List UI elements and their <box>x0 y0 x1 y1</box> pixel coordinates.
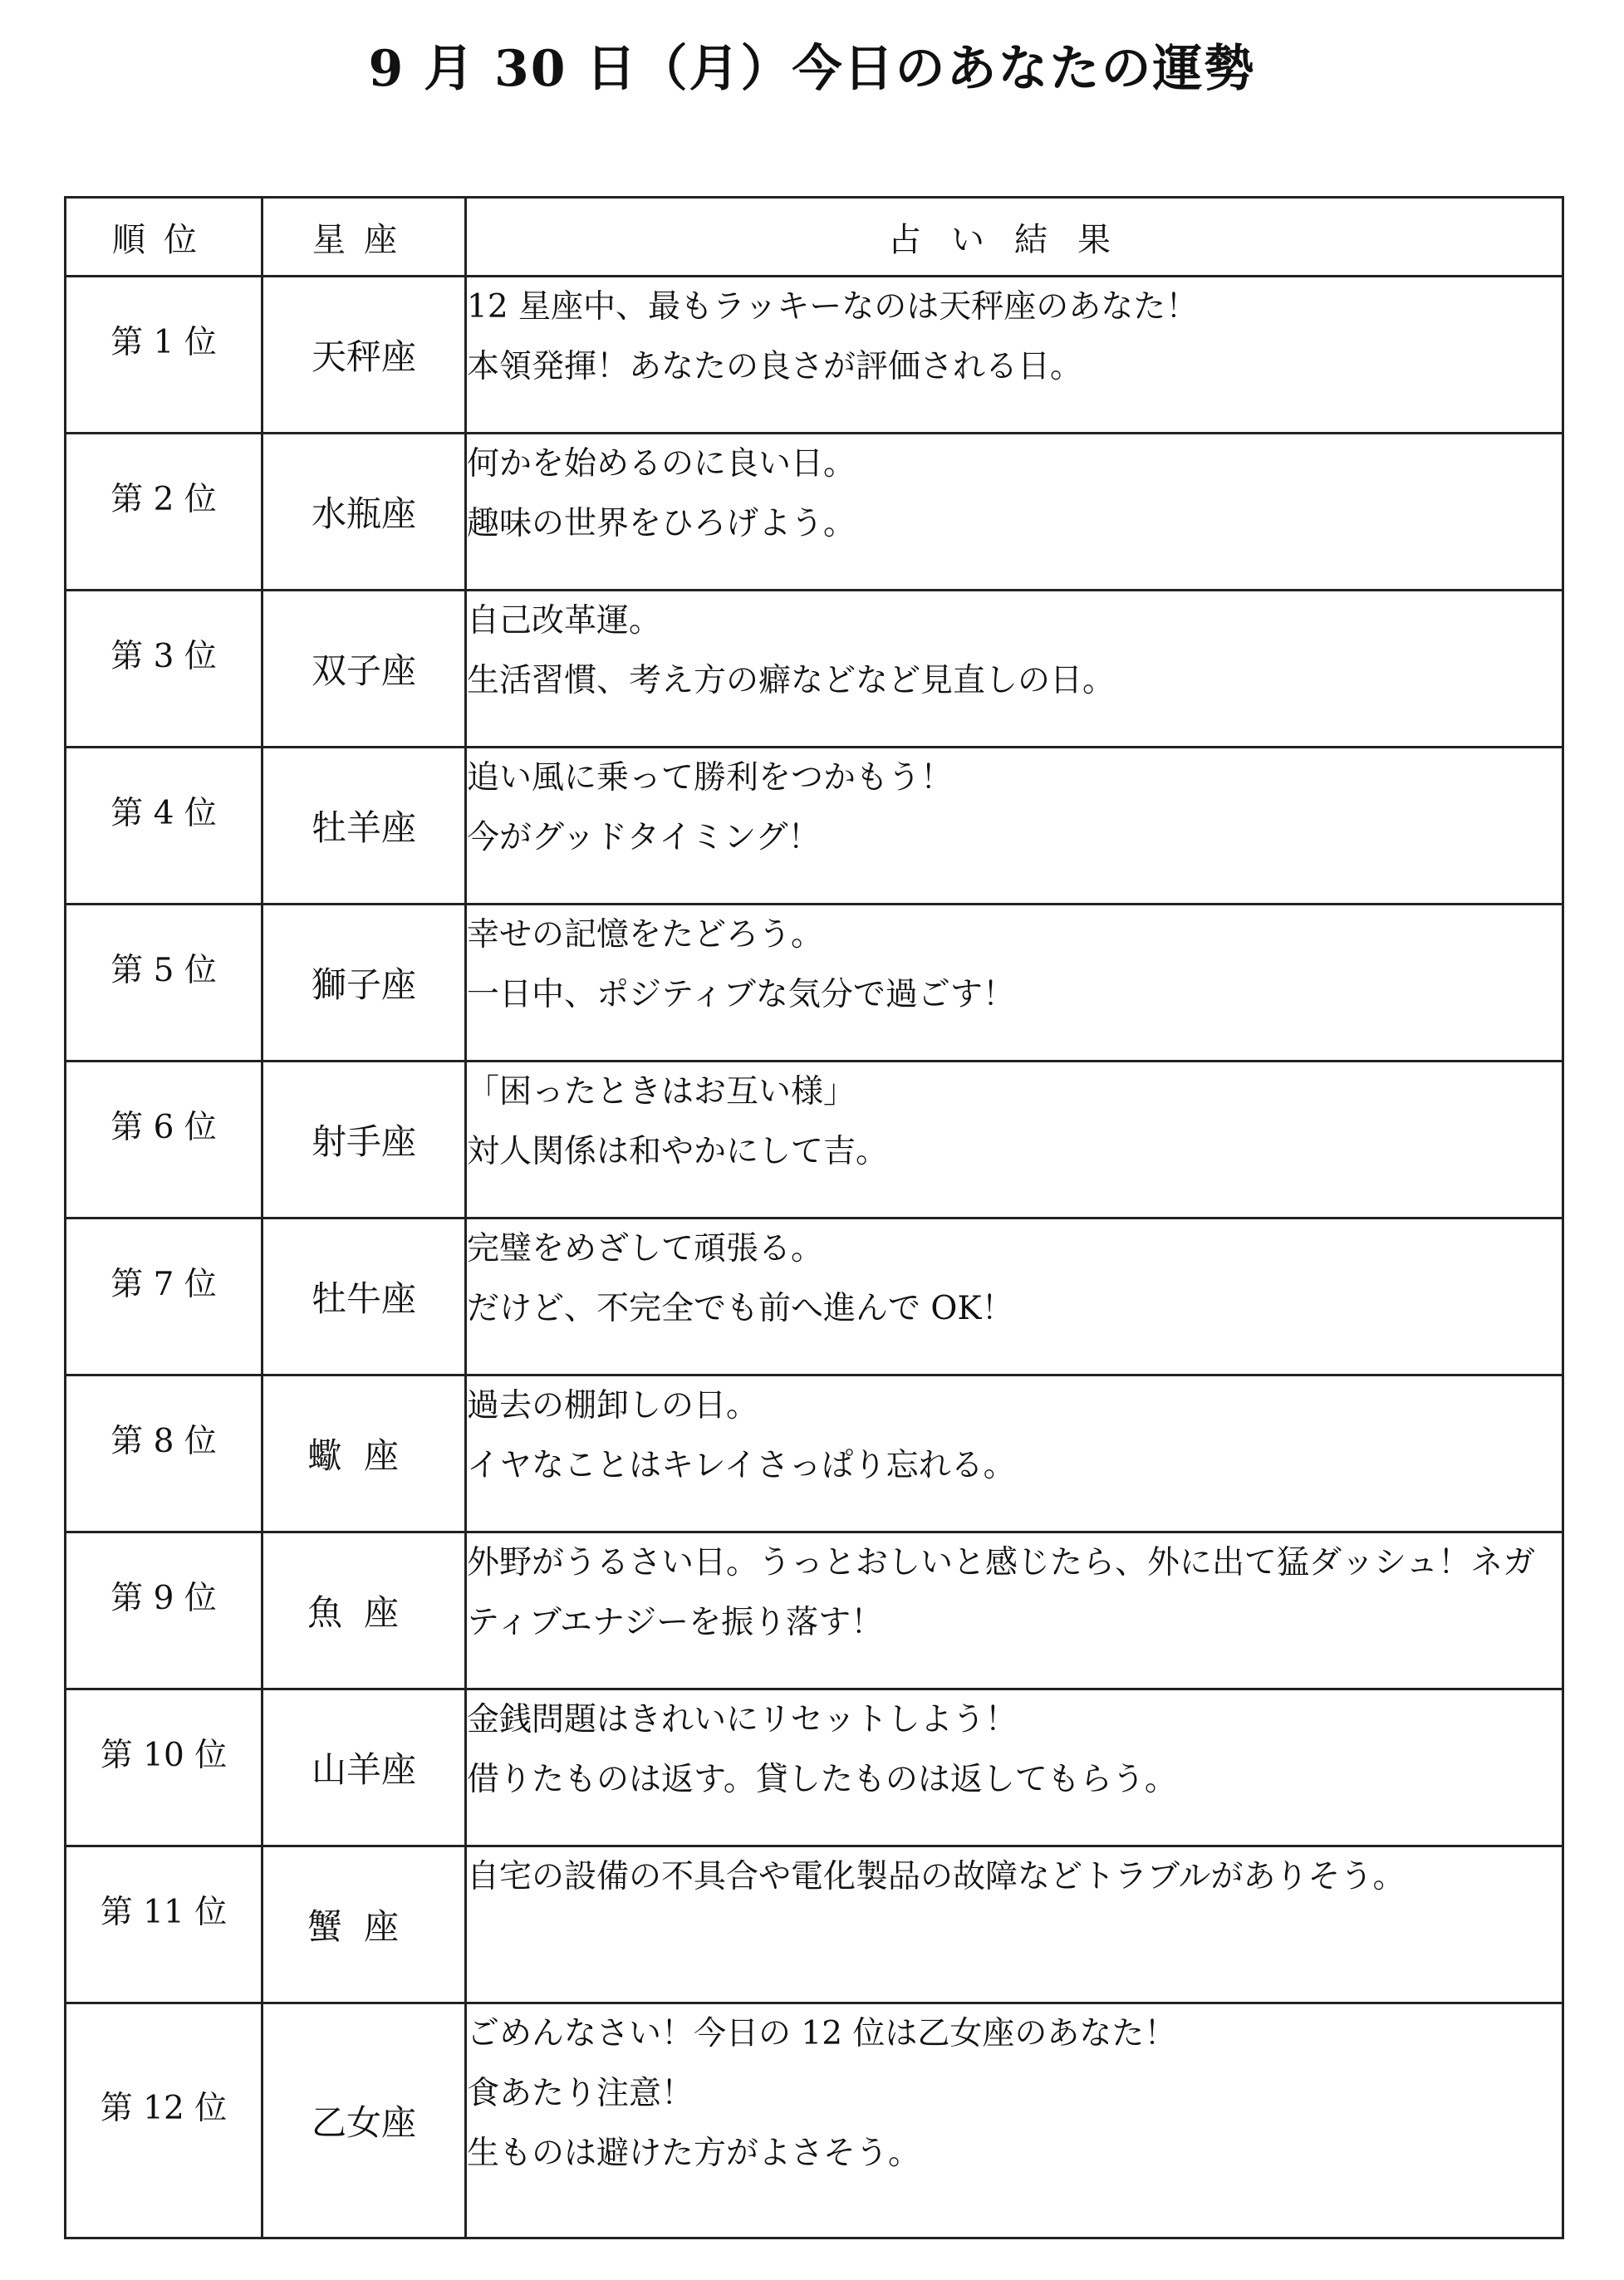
result-cell <box>466 1689 1563 1846</box>
rank-cell <box>66 1375 262 1532</box>
table-header-row <box>66 198 1563 277</box>
rank-label: 第 5 位 <box>110 952 217 989</box>
sign-cell: 山羊座 <box>262 1689 466 1846</box>
rank-label: 第 3 位 <box>110 638 217 675</box>
result-line: 対人関係は和やかにして吉。 <box>467 1133 889 1170</box>
result-line: 生活習慣、考え方の癖などなど見直しの日。 <box>467 662 1116 699</box>
rank-label: 第 7 位 <box>110 1266 217 1303</box>
table-row <box>66 591 1563 748</box>
result-line: 一日中、ポジティブな気分で過ごす！ <box>467 976 1015 1013</box>
rank-label: 第 8 位 <box>110 1423 217 1460</box>
result-line: 12 星座中、最もラッキーなのは天秤座のあなた！ <box>467 288 1199 326</box>
rank-label: 第 12 位 <box>100 2090 228 2127</box>
rank-cell <box>66 748 262 905</box>
sign-cell: 牡牛座 <box>262 1218 466 1375</box>
rank-cell <box>66 1062 262 1218</box>
rank-cell <box>66 1218 262 1375</box>
result-line: 幸せの記憶をたどろう。 <box>467 916 824 954</box>
rank-label: 第 6 位 <box>110 1109 217 1146</box>
result-cell <box>466 1846 1563 2003</box>
rank-cell <box>66 2003 262 2238</box>
result-line: ごめんなさい！今日の 12 位は乙女座のあなた！ <box>467 2015 1177 2052</box>
result-line: 何かを始めるのに良い日。 <box>467 445 856 483</box>
result-cell <box>466 2003 1563 2238</box>
result-line: 今がグッドタイミング！ <box>467 819 821 856</box>
table-row <box>66 1846 1563 2003</box>
table-row <box>66 748 1563 905</box>
result-line: 完璧をめざして頑張る。 <box>467 1230 824 1267</box>
table-row <box>66 2003 1563 2238</box>
result-line: 「困ったときはお互い様」 <box>467 1073 856 1111</box>
result-cell <box>466 1375 1563 1532</box>
result-cell <box>466 591 1563 748</box>
result-cell <box>466 748 1563 905</box>
result-cell <box>466 905 1563 1062</box>
result-line: 趣味の世界をひろげよう。 <box>467 505 856 542</box>
result-line: 外野がうるさい日。うっとおしいと感じたら、外に出て猛ダッシュ！ネガティブエナジーを振り落す！ <box>467 1544 1536 1641</box>
table-row <box>66 905 1563 1062</box>
table-row <box>66 1532 1563 1689</box>
table-row <box>66 1375 1563 1532</box>
sign-cell: 天秤座 <box>262 277 466 434</box>
result-line: だけど、不完全でも前へ進んで OK！ <box>467 1290 1014 1327</box>
rank-cell <box>66 591 262 748</box>
result-cell <box>466 434 1563 591</box>
result-line: 過去の棚卸しの日。 <box>467 1387 759 1424</box>
result-line: 生ものは避けた方がよさそう。 <box>467 2135 921 2172</box>
rank-cell <box>66 905 262 1062</box>
header-result: 占い結果 <box>466 198 1563 277</box>
sign-cell: 水瓶座 <box>262 434 466 591</box>
sign-cell: 魚座 <box>262 1532 466 1689</box>
fortune-table <box>64 196 1564 2239</box>
rank-label: 第 1 位 <box>110 324 217 361</box>
rank-cell <box>66 434 262 591</box>
rank-label: 第 2 位 <box>110 481 217 518</box>
rank-label: 第 4 位 <box>110 795 217 832</box>
sign-cell: 蠍座 <box>262 1375 466 1532</box>
sign-cell: 蟹座 <box>262 1846 466 2003</box>
rank-label: 第 11 位 <box>100 1894 228 1931</box>
result-line: 自宅の設備の不具合や電化製品の故障などトラブルがありそう。 <box>467 1858 1406 1895</box>
result-line: 借りたものは返す。貸したものは返してもらう。 <box>467 1761 1177 1798</box>
sign-cell: 射手座 <box>262 1062 466 1218</box>
result-line: イヤなことはキレイさっぱり忘れる。 <box>467 1447 1016 1484</box>
rank-label: 第 10 位 <box>100 1737 228 1774</box>
sign-cell: 乙女座 <box>262 2003 466 2238</box>
rank-cell <box>66 1532 262 1689</box>
result-cell <box>466 1218 1563 1375</box>
rank-label: 第 9 位 <box>110 1580 217 1617</box>
result-cell <box>466 277 1563 434</box>
sign-cell: 獅子座 <box>262 905 466 1062</box>
table-row <box>66 434 1563 591</box>
sign-cell: 双子座 <box>262 591 466 748</box>
table-body <box>66 277 1563 2238</box>
sign-cell: 牡羊座 <box>262 748 466 905</box>
header-sign: 星座 <box>262 198 466 277</box>
result-line: 本領発揮！あなたの良さが評価される日。 <box>467 348 1083 385</box>
table-row <box>66 277 1563 434</box>
table-row <box>66 1218 1563 1375</box>
table-row <box>66 1689 1563 1846</box>
result-cell <box>466 1062 1563 1218</box>
rank-cell <box>66 1846 262 2003</box>
rank-cell <box>66 1689 262 1846</box>
result-line: 食あたり注意！ <box>467 2075 694 2112</box>
result-cell <box>466 1532 1563 1689</box>
result-line: 追い風に乗って勝利をつかもう！ <box>467 759 954 797</box>
result-line: 金銭問題はきれいにリセットしよう！ <box>467 1701 1018 1738</box>
table-row <box>66 1062 1563 1218</box>
page-title: 9 月 30 日（月）今日のあなたの運勢 <box>368 40 1256 98</box>
result-line: 自己改革運。 <box>467 602 662 640</box>
header-rank: 順位 <box>66 198 262 277</box>
rank-cell <box>66 277 262 434</box>
